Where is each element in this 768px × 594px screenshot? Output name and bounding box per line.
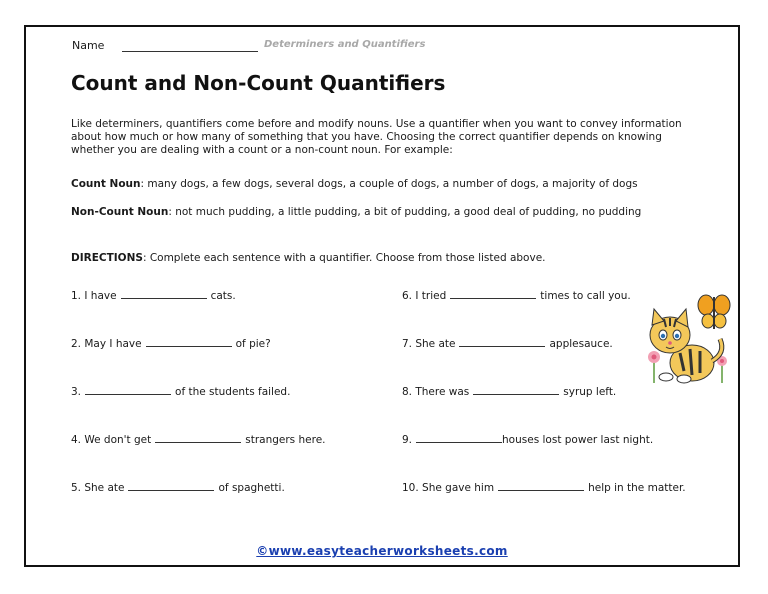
question-2-text: 2. May I have — [71, 338, 142, 350]
question-9 — [402, 433, 653, 446]
question-3 — [71, 385, 290, 398]
kitten-butterfly-illustration — [640, 291, 732, 387]
question-10-after: help in the matter. — [588, 482, 686, 494]
question-1-text: 1. I have — [71, 290, 117, 302]
question-2 — [71, 337, 271, 350]
question-8-text: 8. There was — [402, 386, 470, 398]
question-2-after: of pie? — [235, 338, 271, 350]
count-noun-text: : many dogs, a few dogs, several dogs, a couple of dogs, a number of dogs, a majority of dogs — [140, 178, 638, 190]
question-4-after: strangers here. — [245, 434, 326, 446]
question-9-blank[interactable] — [416, 433, 502, 443]
question-6-blank[interactable] — [450, 289, 536, 299]
page-title: Count and Non-Count Quantifiers — [71, 71, 446, 95]
count-noun-label: Count Noun — [71, 178, 141, 190]
noncount-noun-label: Non-Count Noun — [71, 206, 169, 218]
question-5-blank[interactable] — [128, 481, 214, 491]
question-4-text: 4. We don't get — [71, 434, 152, 446]
question-8 — [402, 385, 616, 398]
question-3-after: of the students failed. — [175, 386, 291, 398]
question-9-text: 9. — [402, 434, 413, 446]
question-7-blank[interactable] — [459, 337, 545, 347]
question-3-text: 3. — [71, 386, 82, 398]
noncount-noun-example — [71, 206, 641, 218]
butterfly-icon — [698, 295, 730, 329]
question-1-after: cats. — [210, 290, 236, 302]
question-1-blank[interactable] — [121, 289, 207, 299]
question-7 — [402, 337, 613, 350]
directions — [71, 252, 546, 264]
question-1 — [71, 289, 236, 302]
question-6 — [402, 289, 631, 302]
question-7-text: 7. She ate — [402, 338, 456, 350]
question-10-text: 10. She gave him — [402, 482, 495, 494]
question-6-text: 6. I tried — [402, 290, 447, 302]
count-noun-example — [71, 178, 638, 190]
question-5 — [71, 481, 285, 494]
name-label: Name — [72, 39, 105, 52]
topic-header: Determiners and Quantifiers — [264, 39, 426, 50]
question-10-blank[interactable] — [498, 481, 584, 491]
question-4 — [71, 433, 326, 446]
intro-paragraph: Like determiners, quantifiers come before and modify nouns. Use a quantifier when you want to convey information about how much or how many of something that you have. Choosing the correct quantifier depends on knowing whether you are dealing with a count or a non-count noun. For example: — [71, 118, 682, 156]
question-10 — [402, 481, 686, 494]
question-6-after: times to call you. — [540, 290, 631, 302]
worksheet-page — [24, 25, 740, 567]
directions-label: DIRECTIONS — [71, 252, 143, 264]
directions-text: : Complete each sentence with a quantifier. Choose from those listed above. — [142, 252, 546, 264]
question-3-blank[interactable] — [85, 385, 171, 395]
question-8-after: syrup left. — [563, 386, 617, 398]
question-9-after: houses lost power last night. — [502, 434, 654, 446]
noncount-noun-text: : not much pudding, a little pudding, a bit of pudding, a good deal of pudding, no pudding — [168, 206, 642, 218]
footer-website-link[interactable]: ©www.easyteacherworksheets.com — [256, 544, 508, 558]
question-4-blank[interactable] — [155, 433, 241, 443]
name-input-line[interactable] — [122, 51, 258, 52]
question-7-after: applesauce. — [549, 338, 613, 350]
question-2-blank[interactable] — [146, 337, 232, 347]
question-5-after: of spaghetti. — [218, 482, 285, 494]
question-8-blank[interactable] — [473, 385, 559, 395]
question-5-text: 5. She ate — [71, 482, 125, 494]
